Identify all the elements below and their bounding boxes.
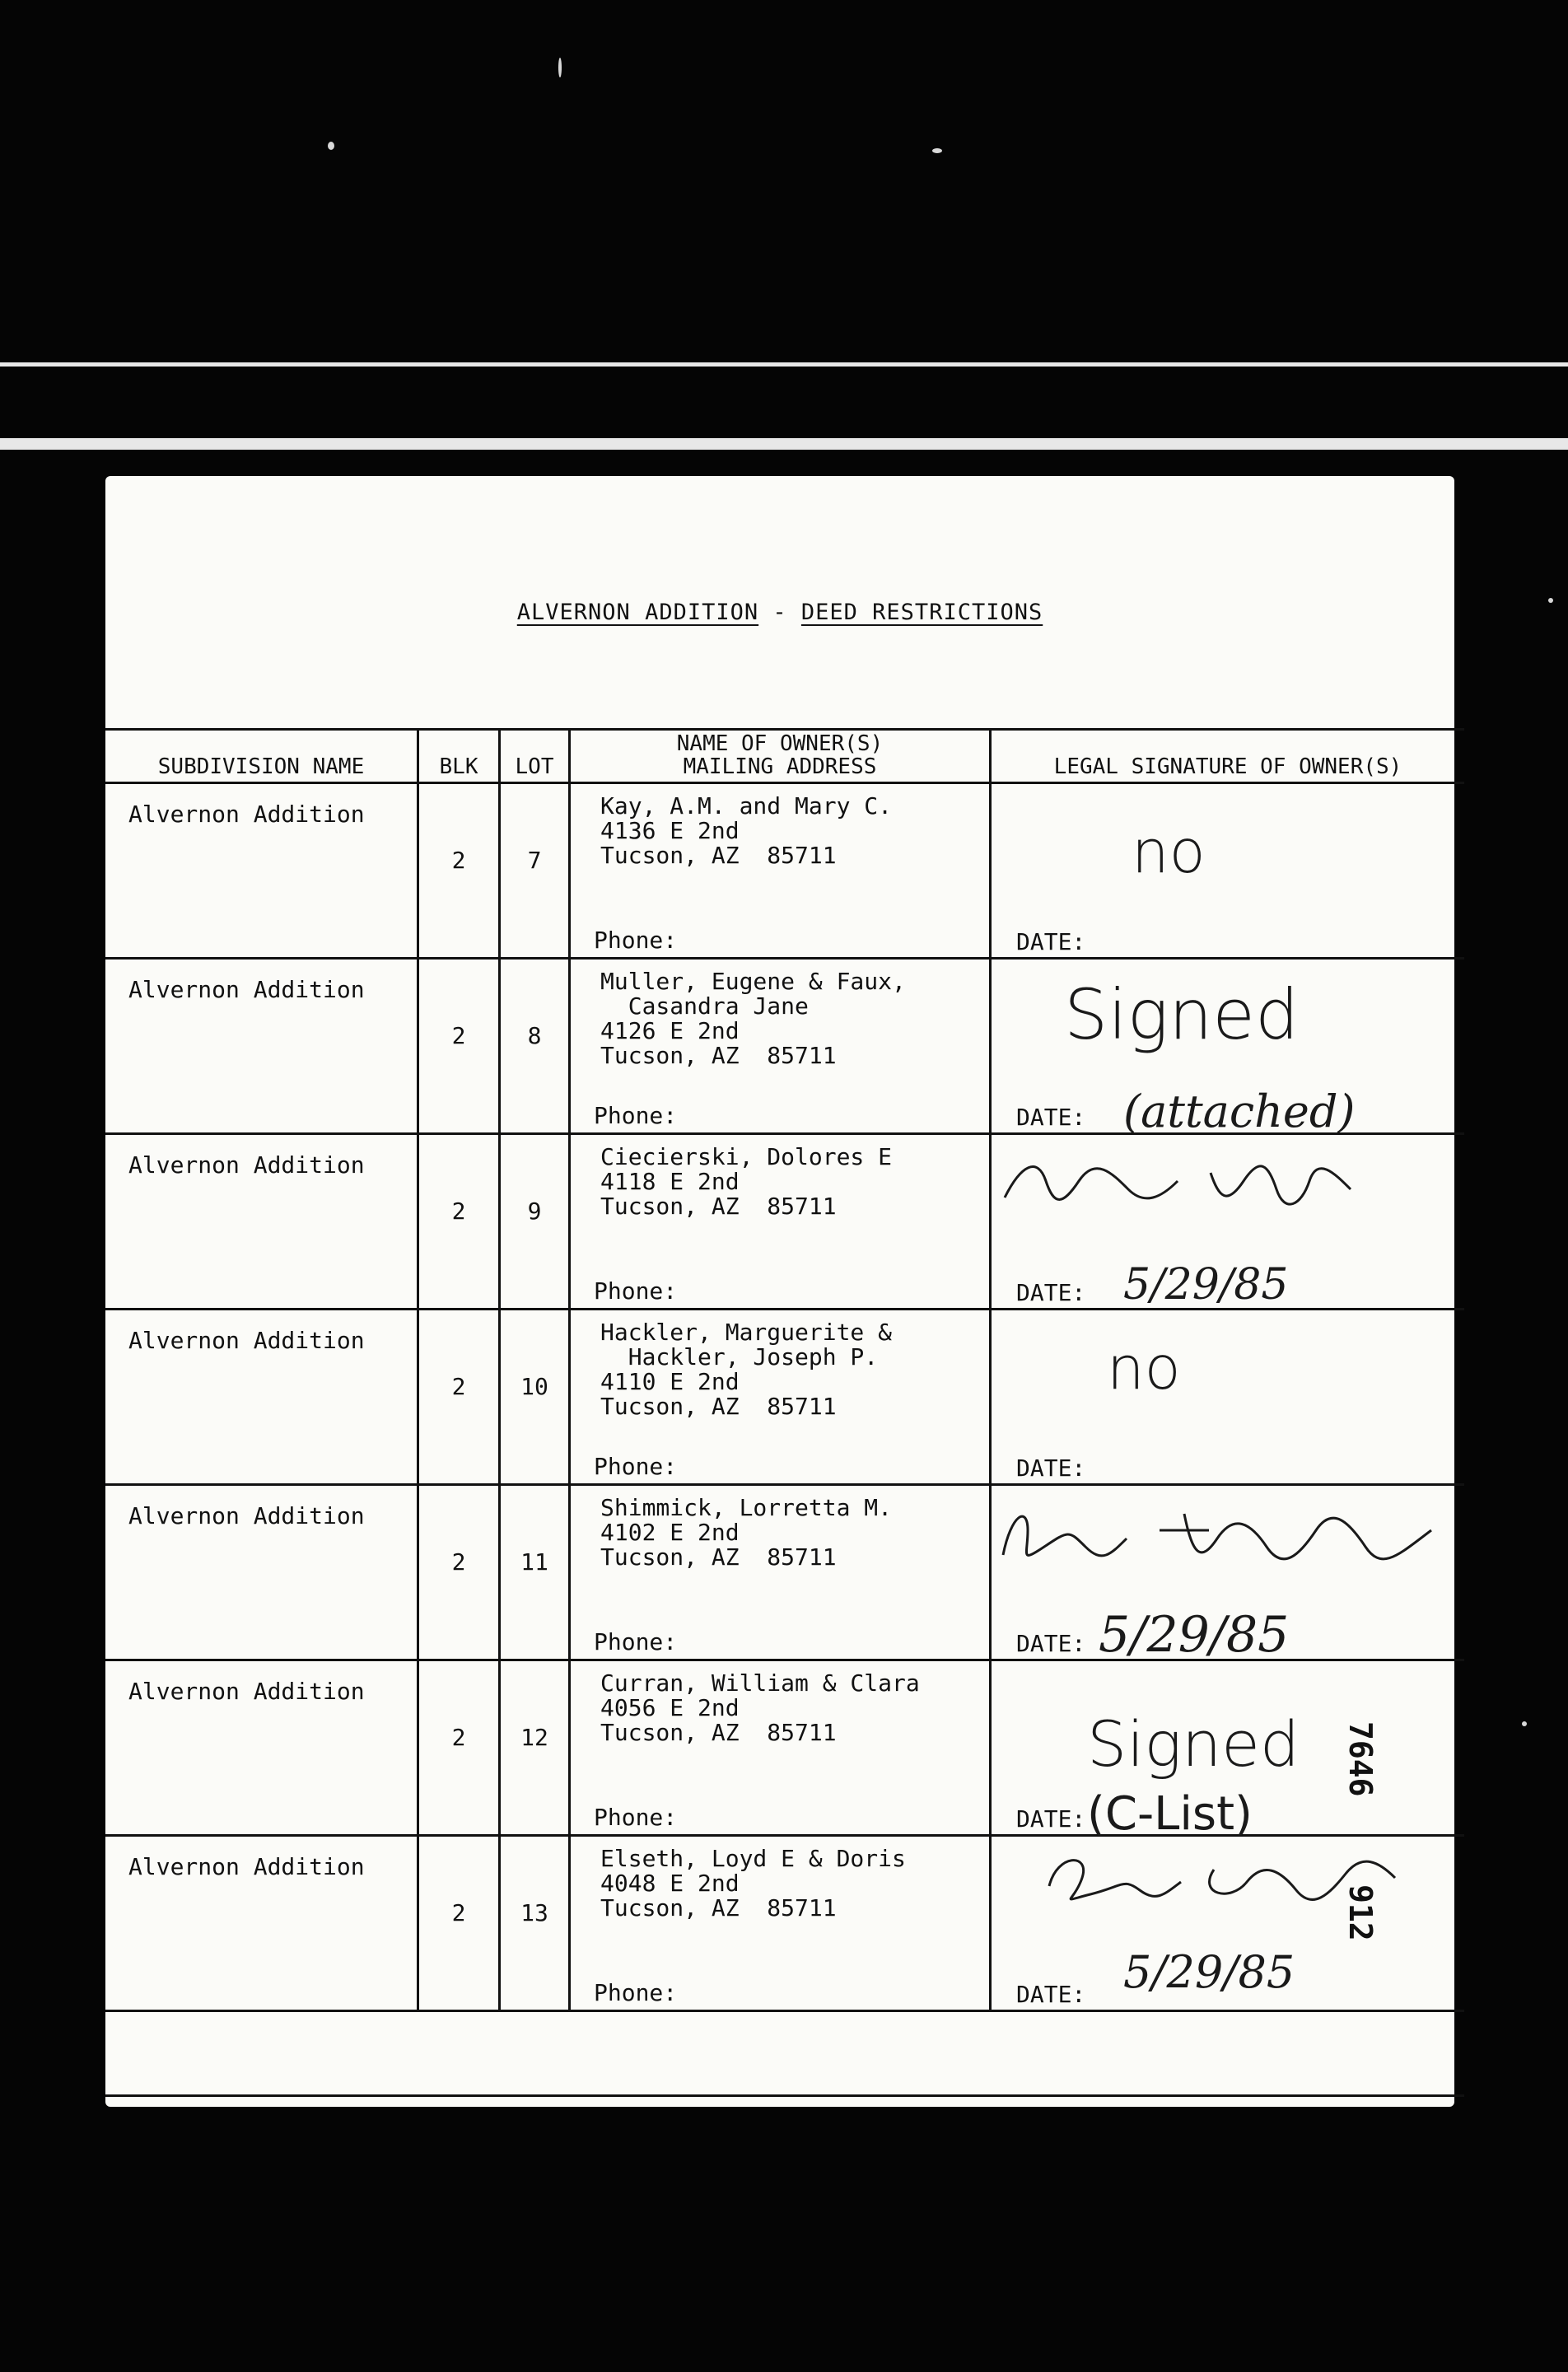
- date-label: DATE:: [1016, 1630, 1086, 1657]
- date-label: DATE:: [1016, 1805, 1086, 1833]
- dust-speck: [1548, 598, 1553, 603]
- table-header-row: [105, 730, 1464, 783]
- lot-number: 10: [520, 1373, 548, 1400]
- table-row: [105, 959, 1464, 1134]
- phone-label: Phone:: [594, 1102, 678, 1129]
- table-row: [105, 1310, 1464, 1485]
- lot-number: 9: [527, 1198, 542, 1225]
- header-signature: LEGAL SIGNATURE OF OWNER(S): [991, 730, 1465, 783]
- phone-label: Phone:: [594, 1453, 678, 1480]
- subdivision-name: Alvernon Addition: [128, 976, 365, 1003]
- owner-address: Kay, A.M. and Mary C. 4136 E 2nd Tucson, AZ 85711: [600, 792, 893, 869]
- blk-number: 2: [451, 1198, 466, 1225]
- phone-label: Phone:: [594, 927, 678, 954]
- subdivision-name: Alvernon Addition: [128, 1502, 365, 1529]
- lot-number: 8: [527, 1022, 542, 1049]
- handwritten-signature: no: [1107, 1333, 1181, 1403]
- header-subdivision: SUBDIVISION NAME: [105, 730, 418, 783]
- lot-number: 7: [527, 847, 542, 874]
- blk-number: 2: [451, 1548, 466, 1576]
- recording-stamp-page: 912: [1342, 1884, 1379, 1941]
- header-owner-line2: MAILING ADDRESS: [683, 754, 877, 779]
- date-label: DATE:: [1016, 1104, 1086, 1131]
- owner-address: Muller, Eugene & Faux, Casandra Jane 4126 E 2nd Tucson, AZ 85711: [600, 968, 906, 1069]
- owner-address: Ciecierski, Dolores E 4118 E 2nd Tucson, AZ 85711: [600, 1143, 893, 1220]
- owner-address: Curran, William & Clara 4056 E 2nd Tucson, AZ 85711: [600, 1669, 920, 1746]
- blk-number: 2: [451, 1373, 466, 1400]
- lot-number: 13: [520, 1899, 548, 1926]
- handwritten-date: 5/29/85: [1123, 1946, 1295, 1998]
- blk-number: 2: [451, 1022, 466, 1049]
- handwritten-signature: no: [1132, 817, 1206, 886]
- date-label: DATE:: [1016, 1279, 1086, 1306]
- subdivision-name: Alvernon Addition: [128, 801, 365, 828]
- date-label: DATE:: [1016, 1454, 1086, 1482]
- handwritten-date: (C-List): [1087, 1787, 1253, 1841]
- table-row: [105, 1134, 1464, 1310]
- owners-table: [105, 728, 1464, 2097]
- dust-speck: [1522, 1721, 1527, 1726]
- table-row: [105, 1836, 1464, 2011]
- date-label: DATE:: [1016, 1981, 1086, 2008]
- page-title: [105, 600, 1454, 625]
- dust-speck: [932, 148, 942, 153]
- table-row-blank: [105, 2011, 1464, 2096]
- owner-address: Elseth, Loyd E & Doris 4048 E 2nd Tucson, AZ 85711: [600, 1845, 906, 1921]
- header-owner-line1: NAME OF OWNER(S): [676, 731, 884, 756]
- dust-speck: [328, 142, 334, 150]
- header-blk: BLK: [418, 730, 500, 783]
- deed-restrictions-form: [105, 476, 1454, 2107]
- title-subdivision: ALVERNON ADDITION: [516, 600, 759, 625]
- handwritten-date: (attached): [1123, 1086, 1356, 1137]
- recording-stamp-book: 7646: [1342, 1721, 1379, 1797]
- scan-line-top: [0, 362, 1568, 367]
- header-owner: [570, 730, 991, 783]
- dust-speck: [558, 58, 562, 77]
- phone-label: Phone:: [594, 1804, 678, 1831]
- signature-scribble: [995, 1497, 1440, 1571]
- table-row: [105, 1660, 1464, 1836]
- handwritten-date: 5/29/85: [1123, 1260, 1289, 1310]
- blk-number: 2: [451, 847, 466, 874]
- lot-number: 11: [520, 1548, 548, 1576]
- subdivision-name: Alvernon Addition: [128, 1151, 365, 1179]
- lot-number: 12: [520, 1724, 548, 1751]
- handwritten-signature: Signed: [1064, 974, 1300, 1055]
- subdivision-name: Alvernon Addition: [128, 1327, 365, 1354]
- phone-label: Phone:: [594, 1628, 678, 1655]
- phone-label: Phone:: [594, 1979, 678, 2006]
- blk-number: 2: [451, 1899, 466, 1926]
- title-restrictions: DEED RESTRICTIONS: [800, 600, 1043, 625]
- header-lot: LOT: [500, 730, 570, 783]
- scan-line-bottom: [0, 438, 1568, 450]
- handwritten-signature: Signed: [1087, 1707, 1300, 1781]
- table-row: [105, 1485, 1464, 1660]
- owner-address: Hackler, Marguerite & Hackler, Joseph P. 4110 E 2nd Tucson, AZ 85711: [600, 1319, 893, 1420]
- owner-address: Shimmick, Lorretta M. 4102 E 2nd Tucson, AZ 85711: [600, 1494, 893, 1571]
- subdivision-name: Alvernon Addition: [128, 1678, 365, 1705]
- date-label: DATE:: [1016, 928, 1086, 955]
- signature-scribble: [996, 1148, 1359, 1222]
- table-row: [105, 783, 1464, 959]
- blk-number: 2: [451, 1724, 466, 1751]
- handwritten-date: 5/29/85: [1099, 1606, 1290, 1664]
- title-separator: -: [758, 600, 801, 625]
- phone-label: Phone:: [594, 1277, 678, 1305]
- subdivision-name: Alvernon Addition: [128, 1853, 365, 1880]
